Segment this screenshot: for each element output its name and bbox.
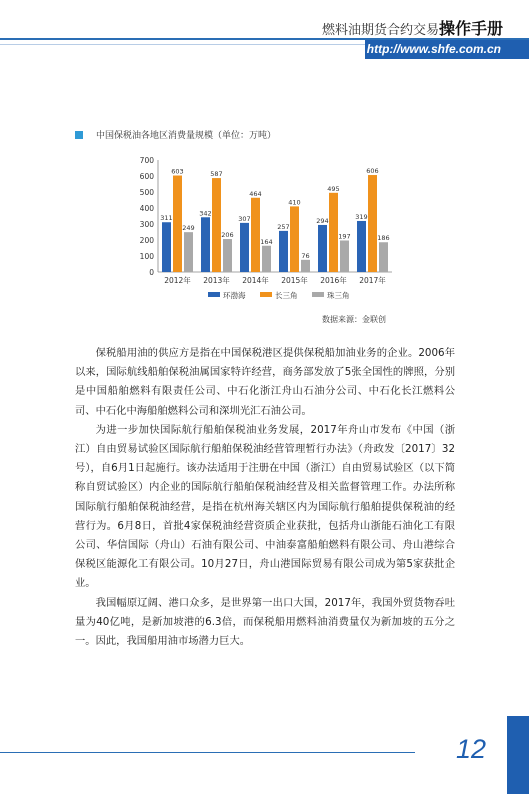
- legend-swatch: [260, 292, 272, 297]
- data-label: 495: [327, 184, 340, 193]
- legend-label: 珠三角: [327, 291, 350, 300]
- data-label: 307: [238, 214, 251, 223]
- x-tick-label: 2016年: [320, 276, 347, 285]
- data-label: 342: [199, 209, 212, 218]
- data-label: 603: [171, 167, 184, 176]
- bar-环渤海: [240, 223, 249, 272]
- bar-长三角: [212, 178, 221, 272]
- data-label: 319: [355, 212, 368, 221]
- data-label: 294: [316, 216, 329, 225]
- data-label: 186: [377, 234, 390, 243]
- y-tick-label: 0: [149, 268, 154, 277]
- y-tick-label: 100: [139, 252, 154, 261]
- data-label: 311: [160, 214, 173, 223]
- chart-title-marker: [75, 131, 83, 139]
- x-tick-label: 2017年: [359, 276, 386, 285]
- data-label: 76: [301, 251, 310, 260]
- bar-环渤海: [162, 222, 171, 272]
- header-url[interactable]: http://www.shfe.com.cn: [366, 42, 501, 56]
- legend-label: 环渤海: [223, 291, 246, 300]
- bar-珠三角: [223, 239, 232, 272]
- data-label: 197: [338, 232, 351, 241]
- legend-label: 长三角: [275, 291, 298, 300]
- bar-环渤海: [357, 221, 366, 272]
- y-tick-label: 600: [139, 172, 154, 181]
- bar-珠三角: [301, 260, 310, 272]
- body-paragraph: 我国幅原辽阔、港口众多，是世界第一出口大国，2017年，我国外贸货物吞吐量为40亿吨，是新加坡港的6.3倍，而保税船用燃料油消费量仅为新加坡的五分之一。因此，我国船用油市场潜力巨大。: [75, 596, 455, 648]
- bar-环渤海: [279, 231, 288, 272]
- header-title: [322, 16, 503, 39]
- data-label: 249: [182, 224, 195, 233]
- y-tick-label: 400: [139, 204, 154, 213]
- body-text: [75, 344, 455, 651]
- x-tick-label: 2013年: [203, 276, 230, 285]
- footer-block: [507, 716, 529, 794]
- bar-长三角: [329, 193, 338, 272]
- bar-珠三角: [379, 242, 388, 272]
- data-label: 606: [366, 167, 379, 176]
- legend-swatch: [208, 292, 220, 297]
- data-label: 587: [210, 170, 223, 179]
- bar-长三角: [368, 175, 377, 272]
- y-tick-label: 200: [139, 236, 154, 245]
- chart-source: 数据来源：金联创: [322, 315, 386, 324]
- header-subrule: [0, 44, 365, 45]
- bar-珠三角: [340, 240, 349, 272]
- x-tick-label: 2014年: [242, 276, 269, 285]
- chart-title: 中国保税油各地区消费量规模（单位：万吨）: [96, 131, 277, 141]
- x-tick-label: 2015年: [281, 276, 308, 285]
- page-number: 12: [456, 734, 487, 764]
- data-label: 257: [277, 222, 290, 231]
- bar-环渤海: [201, 217, 210, 272]
- data-label: 464: [249, 189, 262, 198]
- bar-长三角: [290, 206, 299, 272]
- bar-珠三角: [184, 232, 193, 272]
- footer-rule: [0, 752, 415, 753]
- header-title-strong: 操作手册: [438, 19, 503, 38]
- y-tick-label: 500: [139, 188, 154, 197]
- body-paragraph: 保税船用油的供应方是指在中国保税港区提供保税船加油业务的企业。2006年以来，国际航线船舶保税油属国家特许经营，商务部发放了5张全国性的牌照，分别是中国船舶燃料有限责任公司、中石化浙江舟山石油分公司、中石化长江燃料公司、中石化中海船舶燃料公司和深圳光汇石油公司。: [75, 347, 455, 417]
- y-tick-label: 300: [139, 220, 154, 229]
- bar-长三角: [173, 176, 182, 272]
- data-label: 164: [260, 237, 273, 246]
- y-tick-label: 700: [139, 156, 154, 165]
- x-tick-label: 2012年: [164, 276, 191, 285]
- bar-chart: [120, 150, 400, 310]
- bar-环渤海: [318, 225, 327, 272]
- data-label: 410: [288, 198, 301, 207]
- bar-长三角: [251, 198, 260, 272]
- legend-swatch: [312, 292, 324, 297]
- header-title-prefix: 燃料油期货合约交易: [321, 23, 439, 38]
- data-label: 206: [221, 231, 234, 240]
- bar-珠三角: [262, 246, 271, 272]
- body-paragraph: 为进一步加快国际航行船舶保税油业务发展，2017年舟山市发布《中国（浙江）自由贸易试验区国际航行船舶保税油经营管理暂行办法》（舟政发〔2017〕32号），自6月1日起施行。该办法适用于注册在中国（浙江）自由贸易试验区（以下简称自贸试验区）内企业的国际航行船舶保税油经营及相关监督管理工作。办法所称国际航行船舶保税油经营，是指在杭州海关辖区内为国际航行船舶提供保税油的经营行为。6月8日，首批4家保税油经营资质企业获批，包括舟山浙能石油化工有限公司、华信国际（舟山）石油有限公司、中油泰富船舶燃料有限公司、舟山港综合保税区能源化工有限公司。10月27日，舟山港国际贸易有限公司成为第5家获批企业。: [75, 423, 455, 590]
